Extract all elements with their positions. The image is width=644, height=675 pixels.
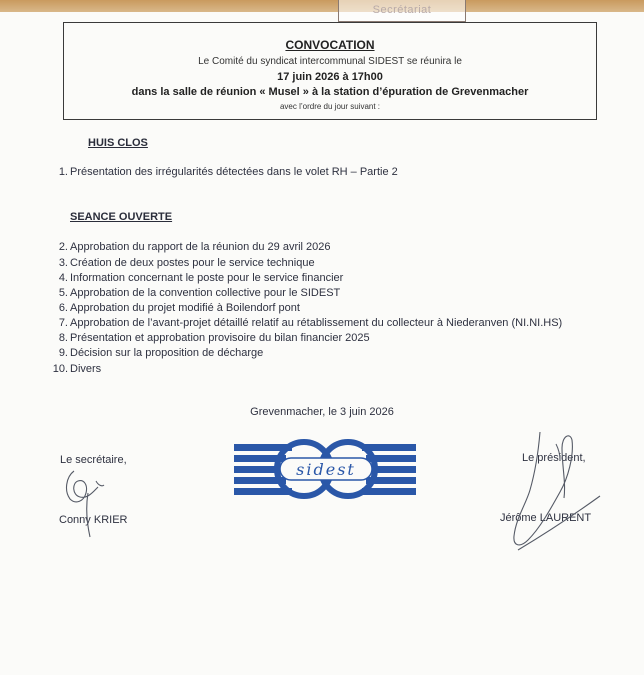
agenda-item-number: 4. [58, 272, 68, 284]
agenda-item-text: Présentation et approbation provisoire du bilan financier 2025 [70, 332, 370, 344]
president-name: Jérôme LAURENT [500, 512, 592, 524]
president-label: Le président, [522, 452, 586, 464]
meeting-location: dans la salle de réunion « Musel » à la station d’épuration de Grevenmacher [131, 86, 529, 98]
convocation-intro: Le Comité du syndicat intercommunal SIDEST se réunira le [198, 56, 462, 67]
president-signature [504, 426, 610, 556]
agenda-item-text: Création de deux postes pour le service technique [70, 257, 315, 269]
meeting-date: 17 juin 2026 à 17h00 [277, 71, 383, 83]
agenda-item-text: Approbation du rapport de la réunion du 29 avril 2026 [70, 241, 331, 253]
huis-clos-title: HUIS CLOS [88, 137, 148, 149]
agenda-item-number: 2. [58, 241, 68, 253]
agenda-item-text: Approbation de la convention collective pour le SIDEST [70, 287, 341, 299]
agenda-item-number: 8. [58, 332, 68, 344]
convocation-box [63, 22, 597, 120]
agenda-item-number: 7. [58, 317, 68, 329]
agenda-item-text: Approbation du projet modifié à Boilendorf pont [70, 302, 300, 314]
secretary-name: Conny KRIER [59, 514, 128, 526]
agenda-item-text: Information concernant le poste pour le service financier [70, 272, 344, 284]
agenda-item-number: 10. [52, 363, 68, 375]
page-top-edge [0, 0, 644, 12]
agenda-item-text: Approbation de l’avant-projet détaillé relatif au rétablissement du collecteur à Niederanven (NI.NI.HS) [70, 317, 563, 329]
agenda-item-text: Décision sur la proposition de décharge [70, 347, 264, 359]
agenda-item-text: Présentation des irrégularités détectées dans le volet RH – Partie 2 [70, 166, 398, 178]
place-and-date: Grevenmacher, le 3 juin 2026 [250, 406, 394, 418]
secretary-label: Le secrétaire, [60, 454, 127, 466]
seance-ouverte-title: SEANCE OUVERTE [70, 211, 173, 223]
secretary-signature [58, 463, 108, 543]
agenda-item-number: 3. [58, 257, 68, 269]
agenda-intro: avec l’ordre du jour suivant : [279, 102, 381, 111]
sidest-logo [234, 438, 418, 500]
logo-text: sidest [296, 460, 356, 479]
agenda-item-number: 6. [58, 302, 68, 314]
agenda-item-number: 5. [58, 287, 68, 299]
secretariat-stamp: Secrétariat [338, 0, 466, 22]
agenda-item-number: 9. [58, 347, 68, 359]
convocation-title: CONVOCATION [285, 38, 375, 52]
agenda-item-text: Divers [70, 363, 102, 375]
agenda-item-number: 1. [58, 166, 68, 178]
